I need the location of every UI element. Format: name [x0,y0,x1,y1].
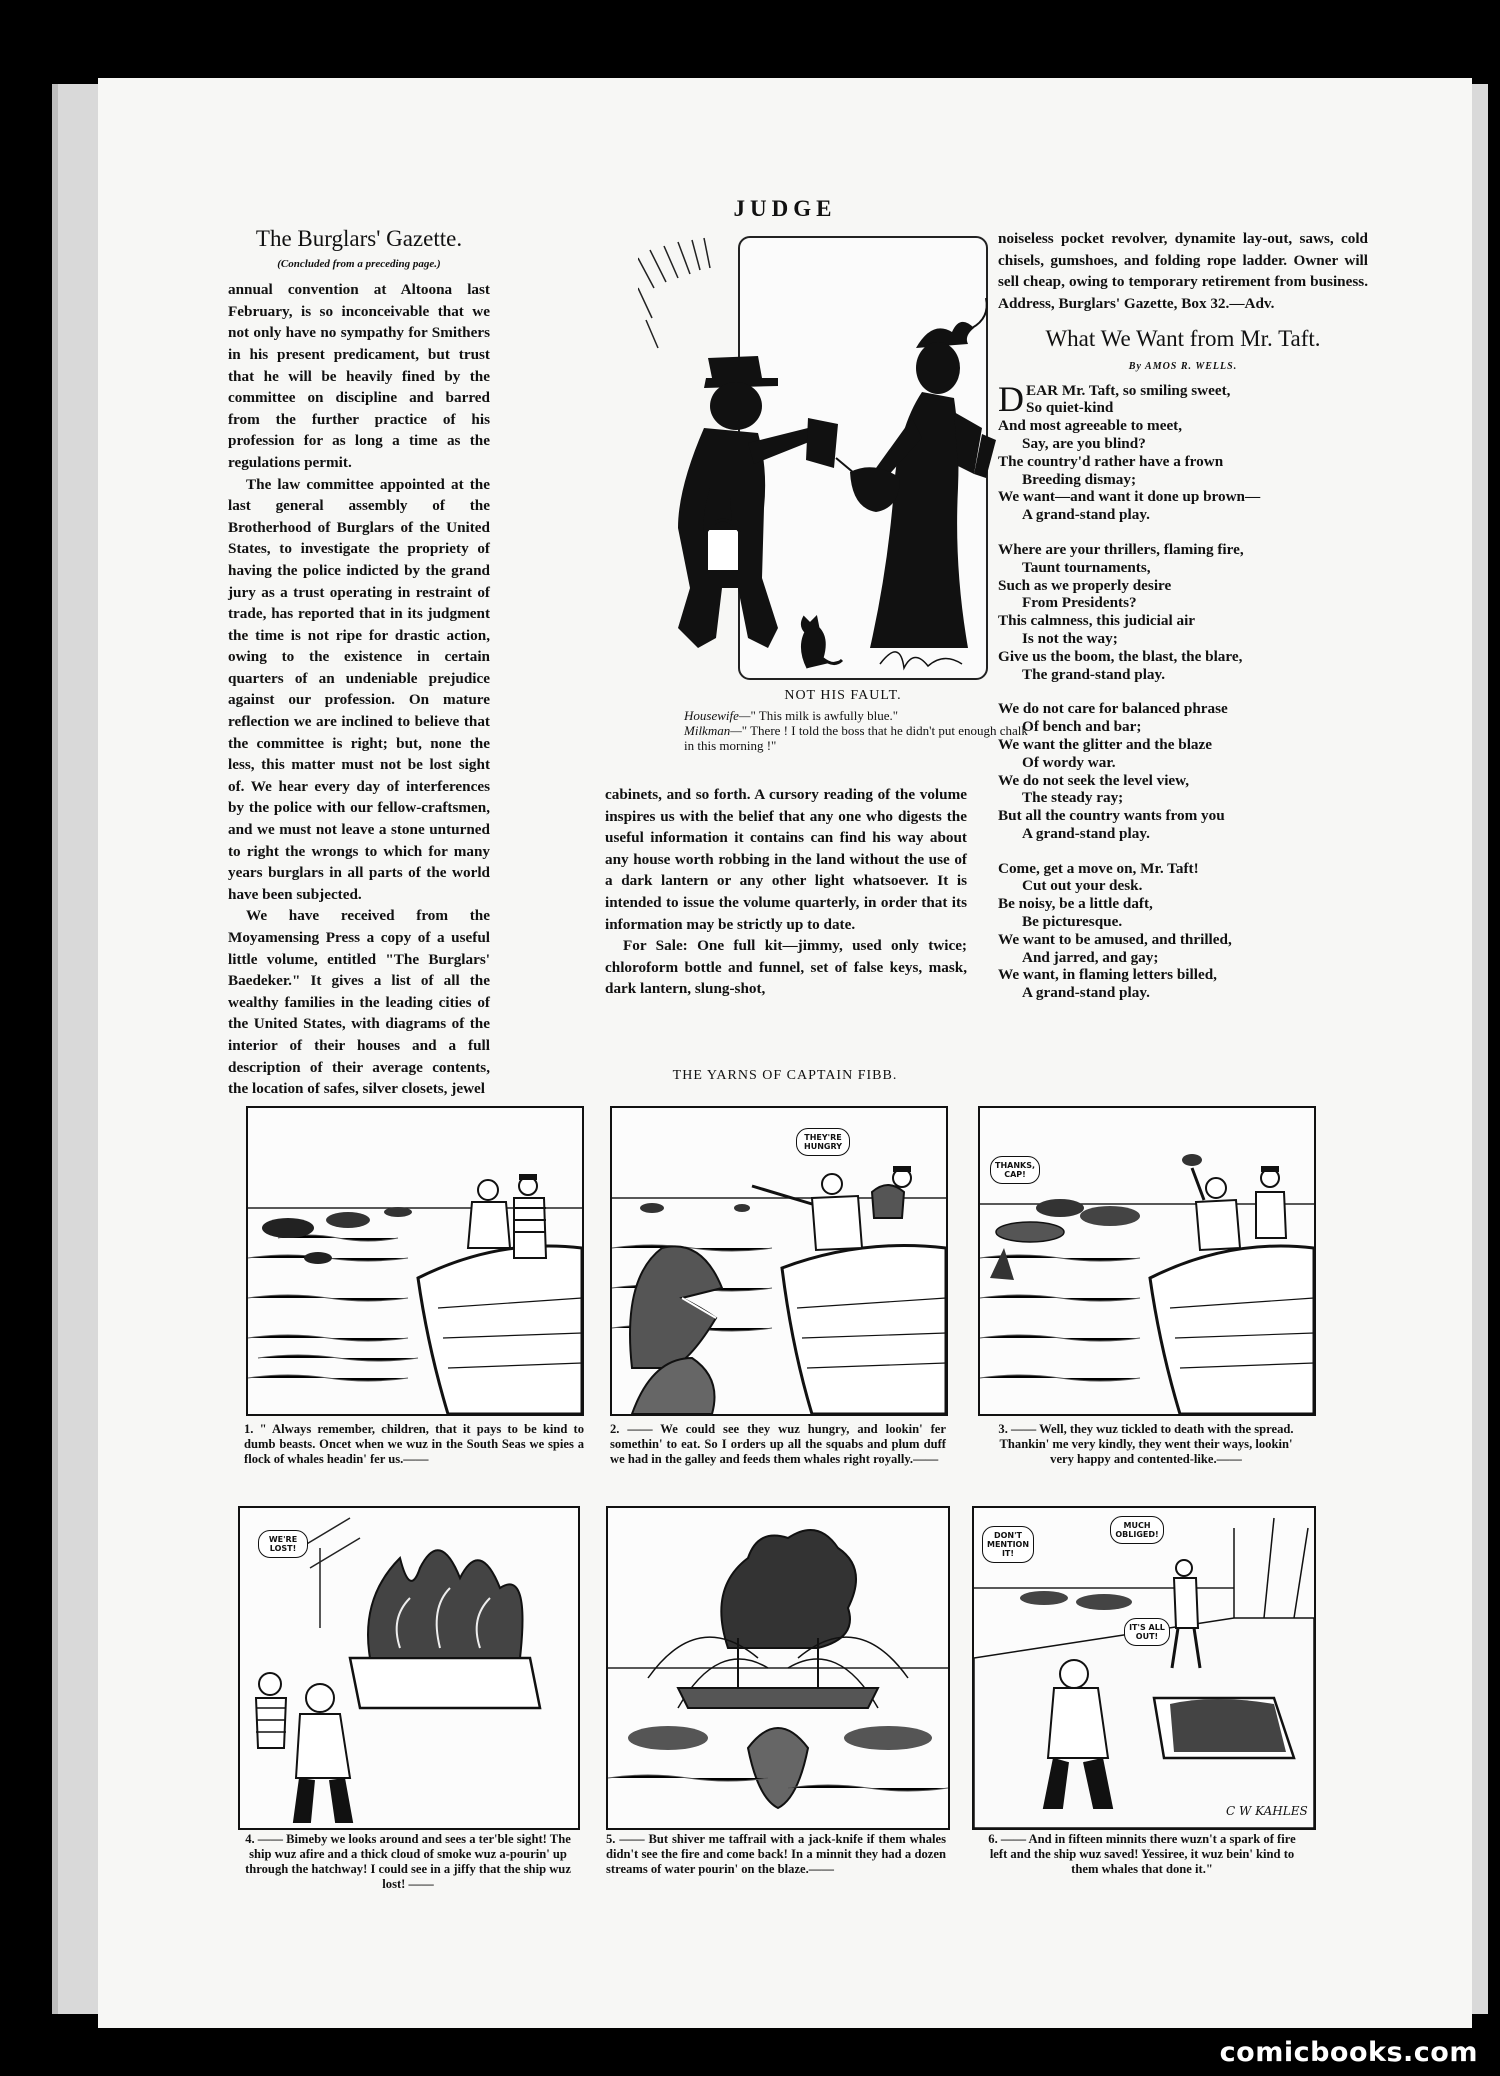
strip-title: THE YARNS OF CAPTAIN FIBB. [672,1068,898,1083]
poem-line: A grand-stand play. [1022,506,1150,524]
poem-line: The country'd rather have a frown [998,452,1224,470]
poem-line: We do not seek the level view, [998,771,1190,789]
artist-signature: C W KAHLES [1226,1804,1308,1818]
poem-line: Such as we properly desire [998,576,1172,594]
comic-panel-3 [978,1106,1316,1416]
housewife-label: Housewife— [684,708,751,723]
panel-2-caption: 2. —— We could see they wuz hungry, and lookin' fer somethin' to eat. So I orders up all the squabs and plum duff we had in the galley and feeds them whales right royally.—— [610,1422,946,1466]
poem-line: We want the glitter and the blaze [998,735,1213,753]
poem-stanza [998,378,1368,524]
panel-4-caption: 4. —— Bimeby we looks around and sees a ter'ble sight! The ship wuz afire and a thick cloud of smoke wuz a-pourin' up through the hatchway! I could see in a jiffy that the ship wuz lost! —— [245,1832,571,1891]
masthead: JUDGE [733,196,837,221]
speech-bubble-hungry: THEY'RE HUNGRY [796,1128,850,1156]
poem-line: And most agreeable to meet, [998,417,1183,435]
poem-line: We want, in flaming letters billed, [998,966,1217,984]
poem-line: Where are your thrillers, flaming fire, [998,540,1244,558]
poem-line: EAR Mr. Taft, so smiling sweet, [1026,381,1231,399]
article-title: The Burglars' Gazette. [255,226,463,251]
article-paragraph: annual convention at Altoona last February, is so inconceivable that we not only have no sympathy for Smithers in his present predicament, but trust that he will be heavily fined by the committee on discipline and barred from the further practice of his profession for as long a time as the regulations permit. [228,281,490,471]
article-subtitle: (Concluded from a preceding page.) [277,257,441,270]
panel-6-caption: 6. —— And in fifteen minnits there wuzn't a spark of fire left and the ship wuz saved! Yessiree, it wuz bein' kind to them whales that done it." [988,1832,1296,1876]
poem-title: What We Want from Mr. Taft. [1045,326,1321,352]
article-paragraph: cabinets, and so forth. A cursory reading of the volume inspires us with the belief that any one who digests the useful information it contains can find his way about any house worth robbing in the land without the use of a dark lantern or any other light whatsoever. It is intended to issue the volume quarterly, in order that its information may be strictly up to date. [605,786,967,933]
poem-line: Come, get a move on, Mr. Taft! [998,859,1199,877]
poem-line: The grand-stand play. [1022,665,1166,683]
poem-line: The steady ray; [1022,789,1124,807]
article-column-1 [228,228,490,1128]
drop-cap: D [998,378,1024,419]
article-column-3 [998,228,1368,1019]
speech-bubble-obliged: MUCH OBLIGED! [1110,1516,1164,1544]
poem-line: And jarred, and gay; [1022,948,1159,966]
poem-line: This calmness, this judicial air [998,612,1196,630]
housewife-line: " This milk is awfully blue." [750,708,899,723]
poem-stanza [998,700,1368,842]
article-paragraph: For Sale: One full kit—jimmy, used only twice; chloroform bottle and funnel, set of false keys, mask, dark lantern, slung-shot, [605,937,967,998]
article-paragraph: The law committee appointed at the last general assembly of the Brotherhood of Burglars of the United States, to investigate the propriety of having the police indicted by the grand jury as a trust operating in restraint of trade, has reported that in its judgment the time is not ripe for drastic action, owing to the existence in certain quarters of an undeniable prejudice against our profession. On mature reflection we are inclined to believe that the committee is right; but, none the less, this matter must not be lost sight of. We hear every day of interferences by the police with our fellow-craftsmen, and we must not leave a stone unturned to right the wrongs to which for many years burglars in all parts of the world have been subjected. [228,475,490,903]
poem-line: Be noisy, be a little daft, [998,895,1153,913]
poem-line: Say, are you blind? [1022,434,1146,452]
poem-line: Give us the boom, the blast, the blare, [998,647,1243,665]
poem-line: But all the country wants from you [998,807,1225,825]
speech-bubble-lost: WE'RE LOST! [258,1530,308,1558]
speech-bubble-dont-mention: DON'T MENTION IT! [982,1526,1034,1563]
poem-stanza [998,860,1368,1002]
poem-line: Is not the way; [1022,629,1118,647]
comic-panel-1 [246,1106,584,1416]
poem-line: So quiet-kind [1026,399,1114,417]
comic-panel-6 [972,1506,1316,1830]
cartoon-silhouette [638,228,1018,688]
cartoon-caption [670,708,1030,753]
poem-line: Taunt tournaments, [1022,558,1151,576]
poem-line: We do not care for balanced phrase [998,700,1228,718]
article-paragraph: We have received from the Moyamensing Press a copy of a useful little volume, entitled "The Burglars' Baedeker." It gives a list of all the wealthy families in the leading cities of the United States, with diagrams of the interior of their houses and a full description of their average contents, the location of safes, silver closets, jewel [228,907,490,1098]
panel-1-caption: 1. " Always remember, children, that it pays to be kind to dumb beasts. Oncet when we wuz in the South Seas we spies a flock of whales headin' fer us.—— [244,1422,584,1466]
comic-panel-4 [238,1506,580,1830]
poem-line: From Presidents? [1022,594,1137,612]
milkman-label: Milkman— [684,723,742,738]
speech-bubble-all-out: IT'S ALL OUT! [1124,1618,1170,1646]
comic-panel-2 [610,1106,948,1416]
article-column-2 [605,784,967,1000]
panel-3-caption: 3. —— Well, they wuz tickled to death with the spread. Thankin' me very kindly, they went their ways, lookin' very happy and contented-like.—— [998,1422,1294,1466]
site-watermark: comicbooks.com [1219,2037,1478,2068]
poem-line: Be picturesque. [1022,913,1123,931]
magazine-page [98,78,1472,2028]
poem-body [998,378,1368,1003]
poem-line: A grand-stand play. [1022,824,1150,842]
article-paragraph: noiseless pocket revolver, dynamite lay-out, saws, cold chisels, gumshoes, and folding rope ladder. Owner will sell cheap, owing to temporary retirement from business. Address, Burglars' Gazette, Box 32.—Adv. [998,230,1368,312]
poem-line: A grand-stand play. [1022,984,1150,1002]
speech-bubble-thanks: THANKS, CAP! [990,1156,1040,1184]
poem-line: Breeding dismay; [1022,470,1137,488]
poem-byline: By AMOS R. WELLS. [1128,360,1238,372]
cartoon-title: NOT HIS FAULT. [784,688,902,703]
panel-5-caption: 5. —— But shiver me taffrail with a jack-knife if them whales didn't see the fire and come back! In a minnit they had a dozen streams of water pourin' on the blaze.—— [606,1832,946,1876]
comic-panel-5 [606,1506,950,1830]
poem-stanza [998,541,1368,683]
poem-line: Of bench and bar; [1022,718,1142,736]
poem-line: We want—and want it done up brown— [998,488,1261,506]
poem-line: We want to be amused, and thrilled, [998,930,1232,948]
poem-line: Cut out your desk. [1022,877,1143,895]
milkman-line: " There ! I told the boss that he didn't put enough chalk in this morning !" [684,723,1028,753]
poem-line: Of wordy war. [1022,753,1116,771]
